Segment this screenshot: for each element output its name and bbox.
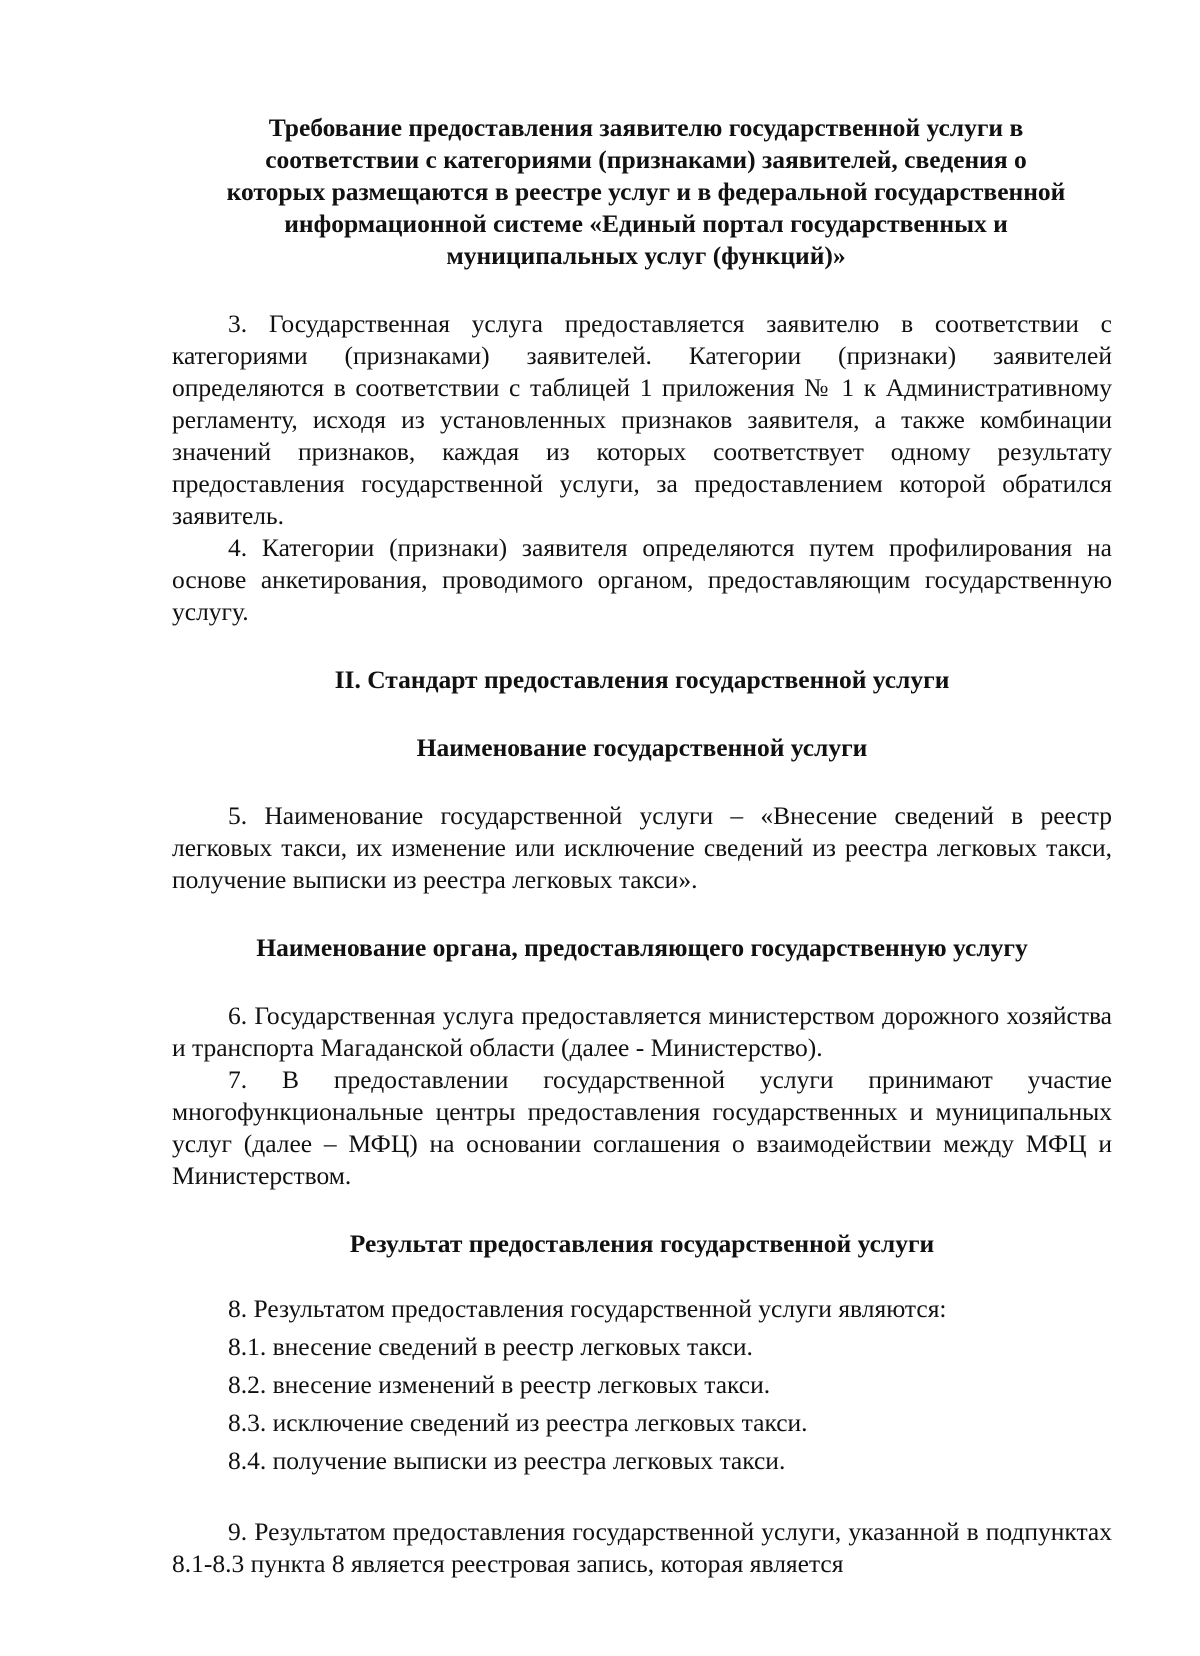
list-item: 8.4. получение выписки из реестра легковых такси. (228, 1446, 786, 1475)
paragraph-6: 6. Государственная услуга предоставляется министерством дорожного хозяйства и транспорта Магаданской области (далее - Министерство). (172, 1001, 1112, 1062)
paragraph-4: 4. Категории (признаки) заявителя определяются путем профилирования на основе анкетирования, проводимого органом, предоставляющим государственную услугу. (172, 533, 1112, 626)
title-line: информационной системе «Единый портал государственных и (284, 209, 1008, 238)
paragraph-5: 5. Наименование государственной услуги – «Внесение сведений в реестр легковых такси, их изменение или исключение сведений из реестра легковых такси, получение выписки из реестра легковых такси». (172, 801, 1112, 894)
subheading-service-name: Наименование государственной услуги (416, 733, 868, 762)
subheading-organ: Наименование органа, предоставляющего государственную услугу (256, 933, 1028, 962)
section-heading-standard: II. Стандарт предоставления государственной услуги (334, 665, 950, 694)
document-title (172, 112, 1112, 272)
paragraph-3: 3. Государственная услуга предоставляется заявителю в соответствии с категориями (признаками) заявителей. Категории (признаки) заявителей определяются в соответствии с таблицей 1 приложения № 1 к Административному регламенту, исходя из установленных признаков заявителя, а также комбинации значений признаков, каждая из которых соответствует одному результату предоставления государственной услуги, за предоставлением которой обратился заявитель. (172, 309, 1112, 530)
list-item: 8.2. внесение изменений в реестр легковых такси. (228, 1370, 771, 1399)
paragraph-9: 9. Результатом предоставления государственной услуги, указанной в подпунктах 8.1-8.3 пункта 8 является реестровая запись, которая является (172, 1517, 1112, 1578)
paragraph-7: 7. В предоставлении государственной услуги принимают участие многофункциональные центры предоставления государственных и муниципальных услуг (далее – МФЦ) на основании соглашения о взаимодействии между МФЦ и Министерством. (172, 1065, 1112, 1190)
list-item: 8.3. исключение сведений из реестра легковых такси. (228, 1408, 808, 1437)
paragraph-8: 8. Результатом предоставления государственной услуги являются: (228, 1294, 947, 1323)
document-page (172, 112, 1112, 1580)
title-line: соответствии с категориями (признаками) заявителей, сведения о (265, 145, 1027, 174)
list-item: 8.1. внесение сведений в реестр легковых такси. (228, 1332, 753, 1361)
title-line: муниципальных услуг (функций)» (446, 241, 846, 270)
title-line: которых размещаются в реестре услуг и в федеральной государственной (226, 177, 1066, 206)
subheading-result: Результат предоставления государственной услуги (349, 1229, 935, 1258)
title-line: Требование предоставления заявителю государственной услуги в (268, 113, 1024, 142)
